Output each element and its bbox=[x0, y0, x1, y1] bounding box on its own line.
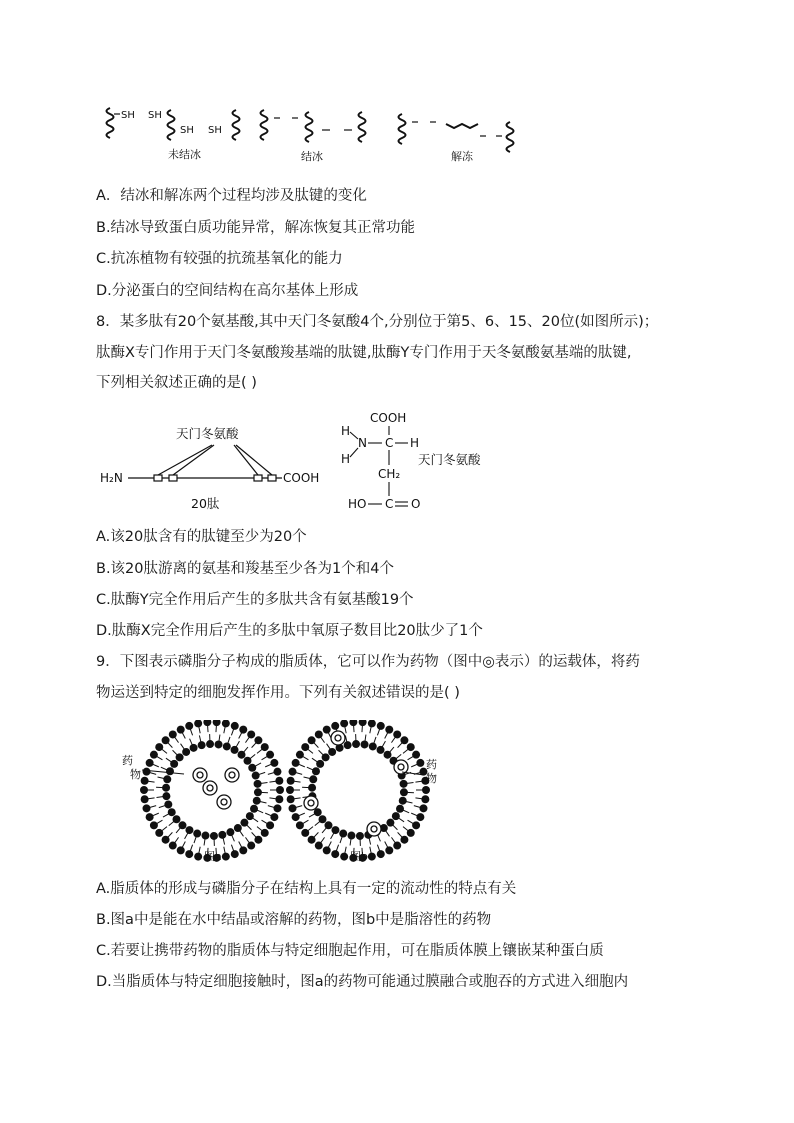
liposome-b bbox=[286, 720, 430, 862]
phospholipid-head bbox=[266, 751, 274, 759]
peptide-figure bbox=[96, 402, 516, 517]
phospholipid-head bbox=[323, 846, 331, 854]
phospholipid-head bbox=[396, 805, 404, 813]
q9-option-b: B.图a中是能在水中结晶或溶解的药物，图b中是脂溶性的药物 bbox=[96, 912, 492, 928]
frozen-label: 结冰 bbox=[301, 150, 323, 163]
drug-label-b-1: 药 bbox=[426, 758, 437, 771]
phospholipid-head bbox=[323, 726, 331, 734]
phospholipid-head bbox=[163, 775, 171, 783]
sh-label: SH bbox=[121, 110, 135, 121]
q7-option-c: C.抗冻植物有较强的抗巯基氧化的能力 bbox=[96, 251, 343, 267]
q7-option-d: D.分泌蛋白的空间结构在高尔基体上形成 bbox=[96, 283, 359, 299]
phospholipid-head bbox=[266, 821, 274, 829]
phospholipid-head bbox=[393, 730, 401, 738]
phospholipid-head bbox=[185, 826, 193, 834]
phospholipid-head bbox=[315, 730, 323, 738]
phospholipid-head bbox=[339, 830, 347, 838]
drug-icon bbox=[221, 799, 227, 805]
phospholipid-head bbox=[143, 804, 151, 812]
struct-c: C bbox=[385, 436, 394, 450]
phospholipid-head bbox=[377, 746, 385, 754]
lipid-tail bbox=[362, 722, 363, 732]
phospholipid-head bbox=[385, 726, 393, 734]
q8-option-c: C.肽酶Y完全作用后产生的多肽共含有氨基酸19个 bbox=[96, 592, 414, 608]
peptide-label: 20肽 bbox=[191, 496, 220, 511]
phospholipid-head bbox=[247, 730, 255, 738]
phospholipid-head bbox=[412, 821, 420, 829]
thawed-label: 解冻 bbox=[451, 150, 473, 163]
drug-icon bbox=[229, 772, 235, 778]
phospholipid-head bbox=[143, 768, 151, 776]
phospholipid-head bbox=[273, 768, 281, 776]
phospholipid-head bbox=[177, 846, 185, 854]
phospholipid-head bbox=[177, 726, 185, 734]
protein-freeze-figure bbox=[96, 100, 536, 170]
phospholipid-head bbox=[239, 846, 247, 854]
liposome-a bbox=[140, 720, 284, 862]
phospholipid-head bbox=[223, 742, 231, 750]
q7-option-a: A．结冰和解冻两个过程均涉及肽键的变化 bbox=[96, 188, 367, 204]
phospholipid-head bbox=[289, 768, 297, 776]
phospholipid-head bbox=[309, 775, 317, 783]
phospholipid-head bbox=[234, 824, 242, 832]
struct-h: H bbox=[410, 436, 420, 450]
struct-cooh: COOH bbox=[370, 411, 407, 425]
phospholipid-head bbox=[419, 804, 427, 812]
q8-option-a: A.该20肽含有的肽键至少为20个 bbox=[96, 529, 307, 545]
q9-option-a: A.脂质体的形成与磷脂分子在结构上具有一定的流动性的特点有关 bbox=[96, 881, 517, 897]
phospholipid-head bbox=[166, 767, 174, 775]
sh-label: SH bbox=[148, 110, 162, 121]
fig-b-label: 图b bbox=[350, 850, 368, 863]
phospholipid-head bbox=[169, 842, 177, 850]
lipid-tail bbox=[216, 722, 217, 732]
drug-label-a-2: 物 bbox=[130, 768, 141, 781]
phospholipid-head bbox=[273, 804, 281, 812]
q9-stem-line: 9．下图表示磷脂分子构成的脂质体，它可以作为药物（图中◎表示）的运载体，将药 bbox=[96, 654, 640, 670]
drug-icon bbox=[371, 826, 377, 832]
drug-label-a-1: 药 bbox=[122, 754, 133, 767]
q9-stem-line: 物运送到特定的细胞发挥作用。下列有关叙述错误的是( ) bbox=[96, 685, 460, 701]
phospholipid-head bbox=[239, 726, 247, 734]
phospholipid-head bbox=[312, 767, 320, 775]
sh-label: SH bbox=[208, 125, 222, 136]
phospholipid-head bbox=[182, 748, 190, 756]
struct-n: N bbox=[358, 436, 367, 450]
drug-icon bbox=[335, 735, 341, 741]
phospholipid-head bbox=[150, 751, 158, 759]
q7-option-b: B.结冰导致蛋白质功能异常，解冻恢复其正常功能 bbox=[96, 220, 416, 236]
phospholipid-head bbox=[231, 746, 239, 754]
drug-icon bbox=[398, 764, 404, 770]
q8-option-b: B.该20肽游离的氨基和羧基至少各为1个和4个 bbox=[96, 561, 394, 577]
phospholipid-head bbox=[296, 821, 304, 829]
phospholipid-head bbox=[253, 797, 261, 805]
phospholipid-head bbox=[385, 846, 393, 854]
struct-h: H bbox=[341, 452, 351, 466]
struct-ho: HO bbox=[348, 497, 367, 511]
h2n-label: H₂N bbox=[100, 471, 123, 485]
q9-option-d: D.当脂质体与特定细胞接触时，图a的药物可能通过膜融合或胞吞的方式进入细胞内 bbox=[96, 974, 629, 990]
struct-h: H bbox=[341, 424, 351, 438]
phospholipid-head bbox=[193, 830, 201, 838]
phospholipid-head bbox=[369, 742, 377, 750]
phospholipid-head bbox=[289, 804, 297, 812]
drug-icon bbox=[197, 772, 203, 778]
drug-icon bbox=[207, 785, 213, 791]
q8-stem-line: 肽酶X专门作用于天门冬氨酸羧基端的肽键,肽酶Y专门作用于天冬氨酸氨基端的肽键, bbox=[96, 345, 632, 361]
liposome-figure bbox=[120, 720, 450, 868]
struct-o: O bbox=[411, 497, 421, 511]
drug-label-b-2: 物 bbox=[426, 772, 437, 785]
q8-stem-line: 下列相关叙述正确的是( ) bbox=[96, 375, 257, 391]
phospholipid-head bbox=[412, 751, 420, 759]
phospholipid-head bbox=[296, 751, 304, 759]
lipid-tail bbox=[207, 722, 208, 732]
phospholipid-head bbox=[399, 797, 407, 805]
asp-label: 天门冬氨酸 bbox=[176, 426, 239, 441]
drug-icon bbox=[308, 800, 314, 806]
q8-option-d: D.肽酶X完全作用后产生的多肽中氧原子数目比20肽少了1个 bbox=[96, 623, 483, 639]
q9-option-c: C.若要让携带药物的脂质体与特定细胞起作用，可在脂质体膜上镶嵌某种蛋白质 bbox=[96, 943, 604, 959]
phospholipid-head bbox=[190, 744, 198, 752]
struct-ch2: CH₂ bbox=[378, 467, 401, 481]
unfrozen-label: 未结冰 bbox=[168, 148, 201, 161]
sh-label: SH bbox=[180, 125, 194, 136]
phospholipid-head bbox=[169, 730, 177, 738]
cooh-label: COOH bbox=[283, 471, 320, 485]
phospholipid-head bbox=[250, 805, 258, 813]
fig-a-label: 图a bbox=[204, 850, 222, 863]
phospholipid-head bbox=[331, 826, 339, 834]
q8-stem-line: 8．某多肽有20个氨基酸,其中天门冬氨酸4个,分别位于第5、6、15、20位(如图所示)； bbox=[96, 314, 659, 330]
struct-name: 天门冬氨酸 bbox=[418, 452, 481, 467]
phospholipid-head bbox=[150, 821, 158, 829]
struct-c: C bbox=[385, 497, 394, 511]
lipid-tail bbox=[353, 722, 354, 732]
